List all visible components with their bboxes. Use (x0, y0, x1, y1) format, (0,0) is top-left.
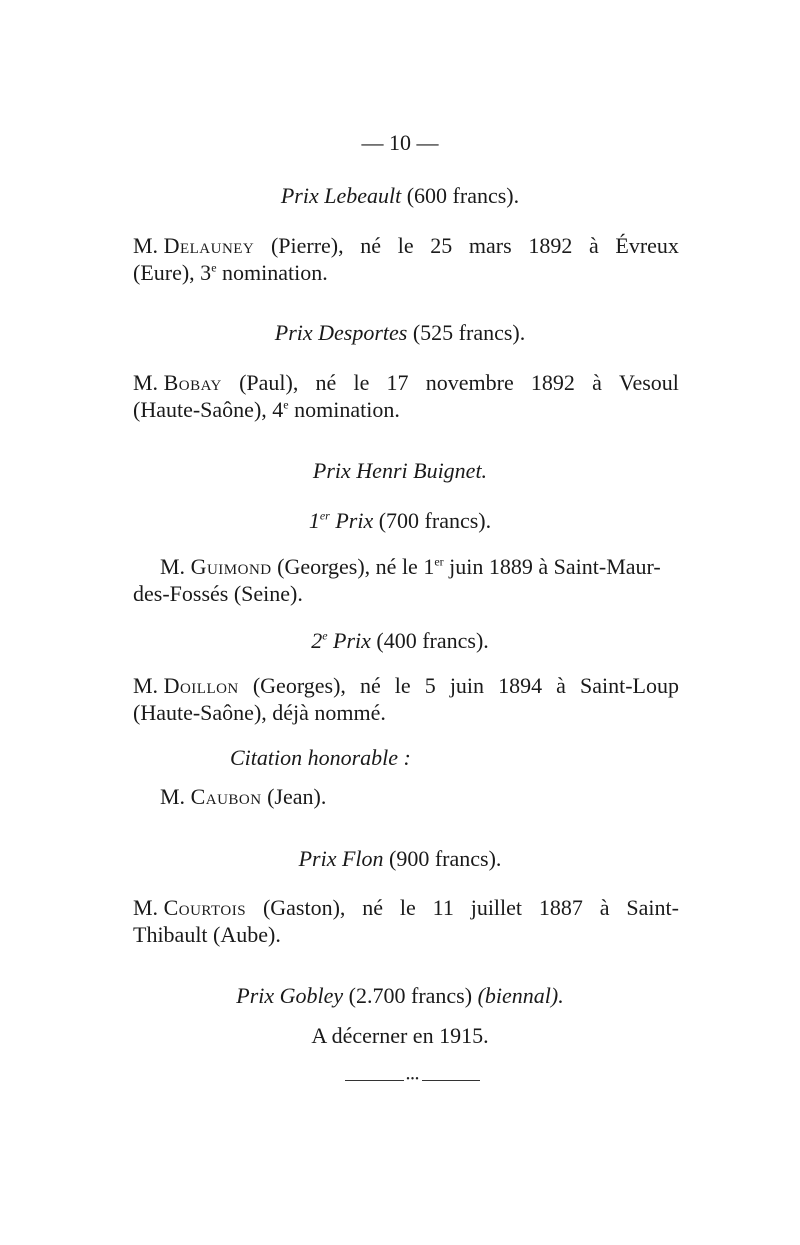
citation-label: Citation honorable : (230, 745, 411, 770)
prize-note: (biennal). (477, 983, 564, 1008)
laureate-name-doillon: M. Doillon (133, 673, 239, 698)
prize-heading-first: 1er Prix (700 francs). (308, 508, 492, 533)
prize-name: Prix Flon (298, 846, 384, 871)
laureate-line-doillon-2: (Haute-Saône), déjà nommé. (133, 700, 386, 725)
prize-amount: (900 francs). (389, 846, 502, 871)
prize-heading-buignet: Prix Henri Buignet. (312, 458, 488, 483)
prize-amount: (2.700 francs) (348, 983, 473, 1008)
prize-heading-desportes (0, 320, 800, 346)
laureate-line-delauney-1: M. Delauney (Pierre), né le 25 mars 1892 à Évreux (133, 233, 679, 258)
prize-amount: (600 francs). (406, 183, 520, 208)
laureate-name-delauney: M. Delauney (133, 233, 255, 258)
laureate-name-courtois: M. Courtois (133, 895, 247, 920)
laureate-line-guimond-2: des-Fossés (Seine). (133, 581, 303, 606)
laureate-line-caubon: M. Caubon (Jean). (160, 784, 327, 809)
laureate-name-bobay: M. Bobay (133, 370, 222, 395)
laureate-name-guimond: Guimond (190, 554, 272, 579)
laureate-line-delauney-2: (Eure), 3e nomination. (133, 260, 328, 285)
page-number: — 10 — (361, 130, 439, 155)
prize-name: Prix Gobley (236, 983, 344, 1008)
laureate-line-bobay-2: (Haute-Saône), 4e nomination. (133, 397, 400, 422)
laureate-name-caubon: Caubon (190, 784, 262, 809)
prize-name: Prix Desportes (274, 320, 408, 345)
prize-amount: (525 francs). (412, 320, 526, 345)
laureate-line-courtois-2: Thibault (Aube). (133, 922, 281, 947)
laureate-line-doillon-1: M. Doillon (Georges), né le 5 juin 1894 à Saint-Loup (133, 673, 679, 698)
laureate-line-guimond-1: M. Guimond (Georges), né le 1er juin 1889 à Saint-Maur- (160, 554, 661, 579)
prize-heading-flon (0, 846, 800, 872)
end-rule-ornament: ••• (404, 1074, 422, 1085)
prize-heading-gobley (0, 983, 800, 1009)
prize-heading-second: 2e Prix (400 francs). (311, 628, 489, 653)
prize-name: Prix Lebeault (280, 183, 402, 208)
gobley-award-note: A décerner en 1915. (311, 1023, 489, 1048)
laureate-line-bobay-1: M. Bobay (Paul), né le 17 novembre 1892 à Vesoul (133, 370, 679, 395)
laureate-line-courtois-1: M. Courtois (Gaston), né le 11 juillet 1887 à Saint- (133, 895, 679, 920)
prize-heading-lebeault (0, 183, 800, 209)
